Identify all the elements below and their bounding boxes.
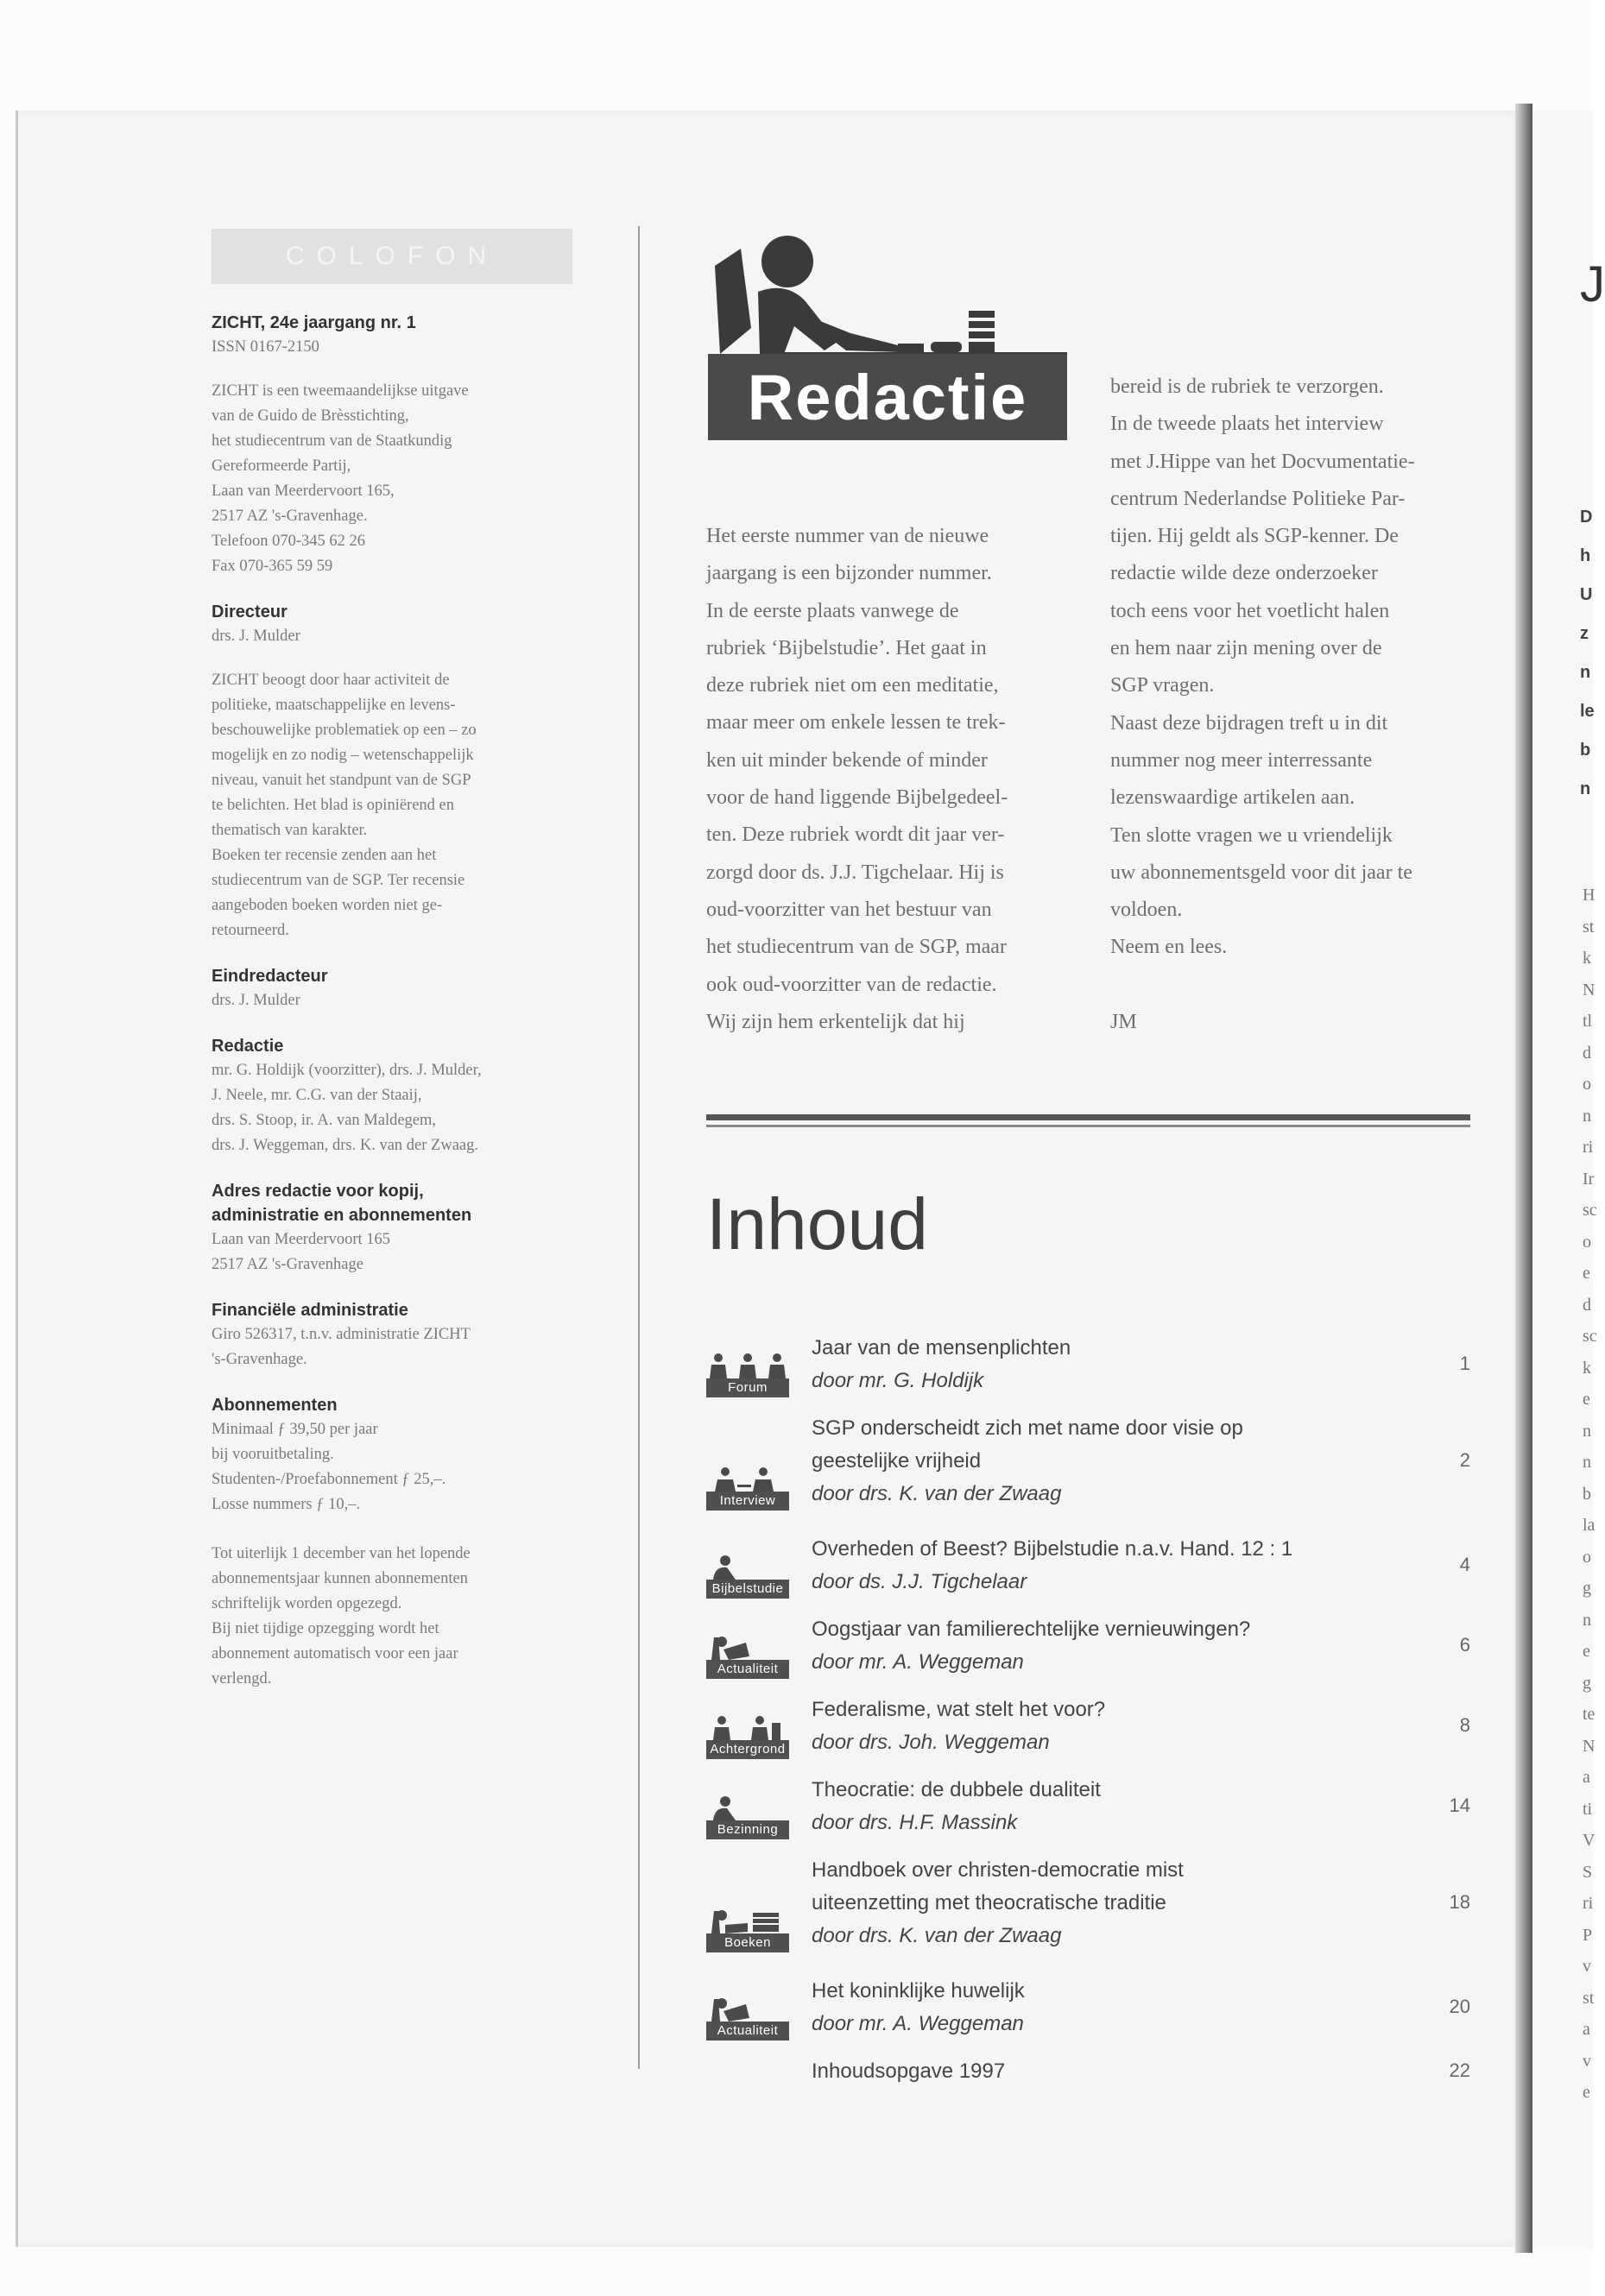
toc-title: Jaar van de mensenplichten xyxy=(812,1336,1071,1359)
finance-line: 's-Gravenhage. xyxy=(212,1351,307,1368)
toc-entry[interactable] xyxy=(706,1533,1470,1602)
editorial-line xyxy=(1110,967,1482,1004)
cancellation-line: Tot uiterlijk 1 december van het lopende xyxy=(212,1545,471,1562)
book-reader-icon xyxy=(706,1908,789,1933)
toc-entry[interactable] xyxy=(706,1412,1470,1508)
next-page-fragment: n xyxy=(1580,779,1591,798)
editorial-line: oud-voorzitter van het bestuur van xyxy=(706,898,992,921)
editorial-line: maar meer om enkele lessen te trek- xyxy=(706,711,1006,735)
editorial-line: Neem en lees. xyxy=(1110,936,1228,959)
reading-person-icon xyxy=(706,1554,789,1580)
section-rule-thick xyxy=(706,1114,1470,1120)
seated-people-icon xyxy=(706,1714,789,1740)
editorial-line: uw abonnementsgeld voor dit jaar te xyxy=(1110,861,1412,884)
address-line: 2517 AZ 's-Gravenhage xyxy=(212,1256,363,1273)
three-people-icon xyxy=(706,1353,789,1378)
newspaper-reader-icon xyxy=(706,1634,789,1660)
address-heading-line: administratie en abonnementen xyxy=(212,1206,472,1225)
colofon-line: beschouwelijke problematiek op een – zo xyxy=(212,722,477,739)
toc-title: uiteenzetting met theocratische traditie xyxy=(812,1891,1166,1914)
colofon-line: Boeken ter recensie zenden aan het xyxy=(212,847,437,864)
next-page-fragment: tl xyxy=(1583,1012,1593,1031)
next-page-fragment: te xyxy=(1583,1705,1596,1724)
editorial-line: JM xyxy=(1110,1011,1137,1034)
editorial-line: voor de hand liggende Bijbelgedeel- xyxy=(706,786,1008,810)
editorial-line: het studiecentrum van de SGP, maar xyxy=(706,936,1007,959)
editorial-line: tijen. Hij geldt als SGP-kenner. De xyxy=(1110,525,1399,548)
newspaper-reader-icon xyxy=(706,1996,789,2022)
colofon-line: 2517 AZ 's-Gravenhage. xyxy=(212,508,368,525)
next-page-fragment: U xyxy=(1580,585,1593,604)
toc-page-number: 22 xyxy=(1449,2059,1470,2081)
toc-title: Handboek over christen-democratie mist xyxy=(812,1858,1184,1882)
toc-author: door ds. J.J. Tigchelaar xyxy=(812,1570,1027,1593)
editorial-line: toch eens voor het voetlicht halen xyxy=(1110,599,1390,622)
colofon-line: ZICHT beoogt door haar activiteit de xyxy=(212,672,450,689)
binding-shadow xyxy=(1515,104,1532,2253)
next-page-fragment: le xyxy=(1580,702,1595,721)
toc-page-number: 2 xyxy=(1459,1449,1470,1471)
issn: ISSN 0167-2150 xyxy=(212,338,319,356)
next-page-fragment: n xyxy=(1583,1610,1591,1630)
next-page-fragment: g xyxy=(1583,1579,1591,1598)
editorial-line: ten. Deze rubriek wordt dit jaar ver- xyxy=(706,823,1005,847)
subscriptions xyxy=(212,1417,583,1517)
cancellation-line: Bij niet tijdige opzegging wordt het xyxy=(212,1620,439,1637)
next-page-fragment: J xyxy=(1580,256,1605,312)
editorial-line: redactie wilde deze onderzoeker xyxy=(1110,562,1378,585)
colofon-line: thematisch van karakter. xyxy=(212,822,368,839)
next-page-fragment: sc xyxy=(1583,1201,1597,1220)
toc-author: door drs. Joh. Weggeman xyxy=(812,1731,1050,1754)
next-page-fragment: V xyxy=(1583,1831,1596,1850)
toc-entry[interactable] xyxy=(706,1774,1470,1843)
next-page-fragment: v xyxy=(1583,2051,1591,2071)
next-page-fragment: P xyxy=(1583,1925,1593,1945)
toc-author: door mr. A. Weggeman xyxy=(812,2012,1024,2035)
next-page-fragment: b xyxy=(1583,1484,1591,1504)
subscription-line: Losse nummers ƒ 10,–. xyxy=(212,1496,361,1513)
next-page-fragment: v xyxy=(1583,1957,1591,1976)
next-page-fragment: o xyxy=(1583,1232,1591,1252)
editorial-line: Naast deze bijdragen treft u in dit xyxy=(1110,711,1388,735)
colofon-line: ZICHT is een tweemaandelijkse uitgave xyxy=(212,382,469,400)
colofon-line: retourneerd. xyxy=(212,922,289,939)
section-badge: Bijbelstudie xyxy=(706,1580,789,1599)
next-page-fragment: a xyxy=(1583,1768,1590,1787)
toc-page-number: 1 xyxy=(1459,1353,1470,1374)
toc-author: door mr. G. Holdijk xyxy=(812,1369,984,1392)
next-page-fragment: n xyxy=(1583,1453,1591,1472)
editorial-line: Wij zijn hem erkentelijk dat hij xyxy=(706,1010,965,1033)
next-page-fragment: k xyxy=(1583,949,1591,968)
next-page-fragment: h xyxy=(1580,546,1591,565)
editor-heading: Eindredacteur xyxy=(212,967,328,986)
colofon-line: aangeboden boeken worden niet ge- xyxy=(212,897,443,914)
next-page-fragment: D xyxy=(1580,508,1593,527)
board-line: drs. J. Weggeman, drs. K. van der Zwaag. xyxy=(212,1137,478,1154)
next-page-fragment: Ir xyxy=(1583,1169,1595,1189)
editorial-line: nummer nog meer interressante xyxy=(1110,748,1373,772)
toc-entry[interactable] xyxy=(706,1975,1470,2044)
board-line: J. Neele, mr. C.G. van der Staaij, xyxy=(212,1087,422,1104)
next-page-fragment: sc xyxy=(1583,1327,1597,1346)
toc-entry[interactable] xyxy=(706,1613,1470,1682)
next-page-fragment: g xyxy=(1583,1673,1591,1693)
colofon-line: Gereformeerde Partij, xyxy=(212,457,351,475)
column-divider xyxy=(638,226,640,2069)
toc-entry[interactable] xyxy=(706,1694,1470,1763)
next-page-fragment: n xyxy=(1583,1421,1591,1441)
toc-title: Oogstjaar van familierechtelijke vernieuwingen? xyxy=(812,1618,1251,1641)
address xyxy=(212,1227,583,1277)
address-heading-line: Adres redactie voor kopij, xyxy=(212,1182,424,1201)
next-page-fragment: o xyxy=(1583,1547,1591,1567)
toc-title: Het koninklijke huwelijk xyxy=(812,1979,1025,2003)
finance xyxy=(212,1322,583,1372)
editorial-line: SGP vragen. xyxy=(1110,674,1215,697)
editorial-line: met J.Hippe van het Docvumentatie- xyxy=(1110,450,1415,473)
colofon-line: politieke, maatschappelijke en levens- xyxy=(212,697,456,714)
toc-title: Inhoudsopgave 1997 xyxy=(812,2059,1006,2083)
cancellation-line: verlengd. xyxy=(212,1670,272,1687)
toc-title: SGP onderscheidt zich met name door visie op xyxy=(812,1416,1243,1440)
colofon-column xyxy=(212,311,583,1692)
director: drs. J. Mulder xyxy=(212,628,300,645)
next-page-fragment: e xyxy=(1583,2083,1590,2102)
finance-heading: Financiële administratie xyxy=(212,1301,408,1320)
section-badge: Achtergrond xyxy=(706,1740,789,1759)
colofon-line: niveau, vanuit het standpunt van de SGP xyxy=(212,772,471,789)
colofon-line: Telefoon 070-345 62 26 xyxy=(212,533,366,550)
cancellation-line: schriftelijk worden opgezegd. xyxy=(212,1595,402,1612)
toc-title: Overheden of Beest? Bijbelstudie n.a.v. Hand. 12 : 1 xyxy=(812,1537,1293,1561)
redactie-column-2 xyxy=(1110,369,1482,1041)
colofon-line: te belichten. Het blad is opiniërend en xyxy=(212,797,455,814)
toc-author: door drs. K. van der Zwaag xyxy=(812,1482,1062,1505)
next-page-fragment: e xyxy=(1583,1390,1590,1409)
next-page-fragment: b xyxy=(1580,741,1591,760)
editorial-line: ook oud-voorzitter van de redactie. xyxy=(706,973,997,996)
section-badge: Actualiteit xyxy=(706,1660,789,1679)
next-page-fragment: st xyxy=(1583,917,1595,937)
editorial-line: ken uit minder bekende of minder xyxy=(706,748,988,772)
editorial-line: In de tweede plaats het interview xyxy=(1110,413,1384,436)
board-heading: Redactie xyxy=(212,1037,284,1056)
next-page-fragment: e xyxy=(1583,1642,1590,1661)
director-heading: Directeur xyxy=(212,602,288,621)
next-page-edge xyxy=(1532,110,1605,2247)
section-badge: Actualiteit xyxy=(706,2022,789,2041)
next-page-fragment: ri xyxy=(1583,1894,1594,1913)
next-page-fragment: z xyxy=(1580,624,1589,643)
issue-title: ZICHT, 24e jaargang nr. 1 xyxy=(212,313,416,332)
colofon-line: het studiecentrum van de Staatkundig xyxy=(212,432,452,450)
next-page-fragment: n xyxy=(1580,663,1591,682)
cancellation-note xyxy=(212,1542,583,1692)
editor: drs. J. Mulder xyxy=(212,992,300,1009)
section-badge: Forum xyxy=(706,1378,789,1397)
next-page-fragment: d xyxy=(1583,1295,1591,1315)
section-badge: Boeken xyxy=(706,1933,789,1952)
cancellation-line: abonnement automatisch voor een jaar xyxy=(212,1645,458,1662)
toc-entry[interactable] xyxy=(706,1854,1470,1950)
colofon-line: van de Guido de Brèsstichting, xyxy=(212,407,409,425)
next-page-fragment: n xyxy=(1583,1106,1591,1126)
next-page-fragment: la xyxy=(1583,1516,1596,1535)
desk-person-icon xyxy=(708,231,1071,361)
next-page-fragment: N xyxy=(1583,980,1596,1000)
subscription-line: bij vooruitbetaling. xyxy=(212,1446,334,1463)
redactie-title: Redactie xyxy=(747,362,1028,433)
toc-title: geestelijke vrijheid xyxy=(812,1449,982,1473)
contents-title: Inhoud xyxy=(706,1183,928,1265)
subscription-line: Studenten-/Proefabonnement ƒ 25,–. xyxy=(212,1471,446,1488)
next-page-fragment: d xyxy=(1583,1043,1591,1063)
toc-page-number: 8 xyxy=(1459,1714,1470,1736)
toc-page-number: 6 xyxy=(1459,1634,1470,1656)
board-line: drs. S. Stoop, ir. A. van Maldegem, xyxy=(212,1112,437,1129)
toc-entry[interactable] xyxy=(706,1332,1470,1401)
editorial-line: voldoen. xyxy=(1110,899,1183,922)
reading-person-icon xyxy=(706,1795,789,1820)
editorial-line: lezenswaardige artikelen aan. xyxy=(1110,786,1355,810)
colofon-intro xyxy=(212,379,583,579)
editorial-line: centrum Nederlandse Politieke Par- xyxy=(1110,487,1406,510)
board-line: mr. G. Holdijk (voorzitter), drs. J. Mulder, xyxy=(212,1062,482,1079)
section-badge: Interview xyxy=(706,1492,789,1511)
next-page-fragment: o xyxy=(1583,1075,1591,1094)
toc-page-number: 4 xyxy=(1459,1554,1470,1575)
toc-page-number: 14 xyxy=(1449,1795,1470,1816)
editorial-line: rubriek ‘Bijbelstudie’. Het gaat in xyxy=(706,636,987,659)
toc-title: Theocratie: de dubbele dualiteit xyxy=(812,1778,1101,1801)
editorial-line: jaargang is een bijzonder nummer. xyxy=(706,562,992,585)
two-people-icon xyxy=(706,1466,789,1492)
section-badge: Bezinning xyxy=(706,1820,789,1839)
editorial-line: deze rubriek niet om een meditatie, xyxy=(706,674,999,697)
next-page-fragment: e xyxy=(1583,1264,1590,1283)
subscriptions-heading: Abonnementen xyxy=(212,1396,338,1415)
section-rule-thin xyxy=(706,1125,1470,1127)
editorial-line: en hem naar zijn mening over de xyxy=(1110,637,1382,660)
colofon-line: mogelijk en zo nodig – wetenschappelijk xyxy=(212,747,474,764)
next-page-fragment: N xyxy=(1583,1736,1596,1756)
address-line: Laan van Meerdervoort 165 xyxy=(212,1231,391,1248)
editorial-line: Het eerste nummer van de nieuwe xyxy=(706,525,989,547)
colofon-line: Fax 070-365 59 59 xyxy=(212,558,333,575)
toc-entry[interactable] xyxy=(706,2055,1470,2124)
toc-title: Federalisme, wat stelt het voor? xyxy=(812,1698,1106,1721)
cancellation-line: abonnementsjaar kunnen abonnementen xyxy=(212,1570,468,1587)
editorial-line: In de eerste plaats vanwege de xyxy=(706,599,959,622)
next-page-fragment: st xyxy=(1583,1988,1595,2008)
colofon-line: studiecentrum van de SGP. Ter recensie xyxy=(212,872,465,889)
redactie-logo xyxy=(708,231,1071,452)
colofon-purpose xyxy=(212,668,583,943)
toc-author: door drs. K. van der Zwaag xyxy=(812,1924,1062,1947)
address-heading xyxy=(212,1179,583,1227)
next-page-fragment: k xyxy=(1583,1358,1591,1378)
board-members xyxy=(212,1058,583,1158)
next-page-fragment: ti xyxy=(1583,1799,1593,1819)
editorial-line: bereid is de rubriek te verzorgen. xyxy=(1110,375,1384,398)
editorial-line: zorgd door ds. J.J. Tigchelaar. Hij is xyxy=(706,861,1004,884)
next-page-fragment: H xyxy=(1583,886,1596,905)
toc-author: door drs. H.F. Massink xyxy=(812,1811,1018,1834)
next-page-fragment: ri xyxy=(1583,1138,1594,1157)
next-page-fragment: a xyxy=(1583,2020,1590,2039)
toc-author: door mr. A. Weggeman xyxy=(812,1650,1024,1674)
next-page-fragment: S xyxy=(1583,1862,1593,1882)
colofon-line: Laan van Meerdervoort 165, xyxy=(212,483,395,500)
subscription-line: Minimaal ƒ 39,50 per jaar xyxy=(212,1421,378,1438)
toc-page-number: 20 xyxy=(1449,1996,1470,2017)
finance-line: Giro 526317, t.n.v. administratie ZICHT xyxy=(212,1326,471,1343)
editorial-line: Ten slotte vragen we u vriendelijk xyxy=(1110,823,1393,847)
colofon-banner: COLOFON xyxy=(212,229,572,284)
toc-page-number: 18 xyxy=(1449,1891,1470,1913)
redactie-column-1 xyxy=(706,518,1077,1041)
